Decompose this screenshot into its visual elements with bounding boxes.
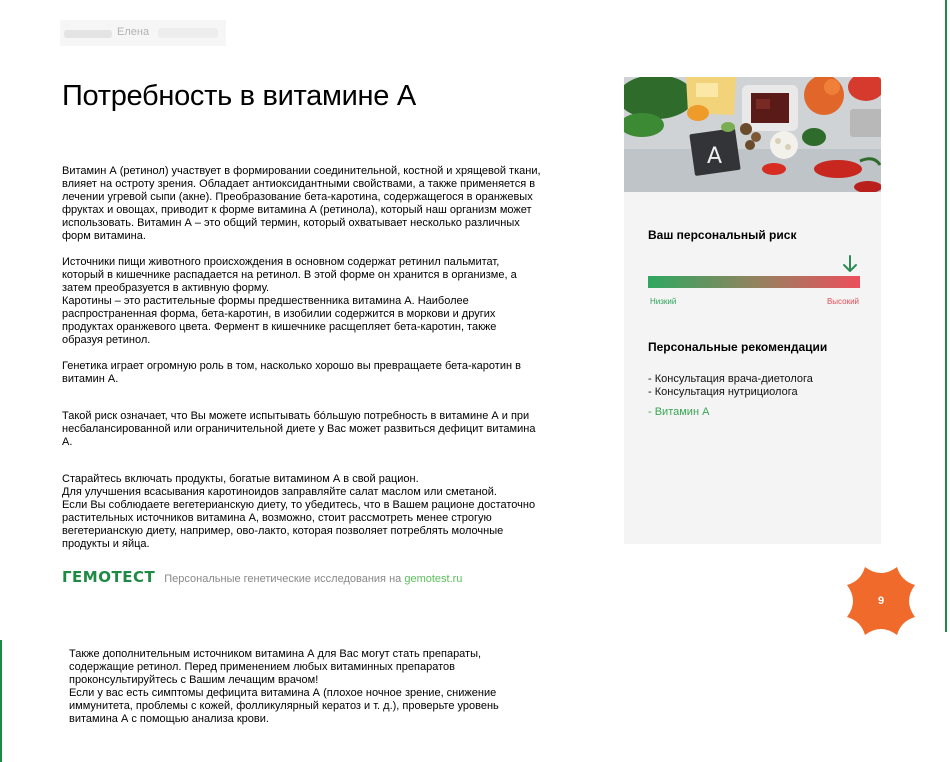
- svg-text:A: A: [707, 144, 723, 169]
- recommendation-item: - Консультация нутрициолога: [648, 386, 798, 398]
- paragraph-genetics: Генетика играет огромную роль в том, насколько хорошо вы превращаете бета-каротин в витамин А.: [62, 360, 521, 385]
- paragraph-risk: Такой риск означает, что Вы можете испытывать бóльшую потребность в витамине А и при несбалансированной или ограничительной диете у Вас может развиться дефицит витамина А.: [62, 410, 536, 448]
- page-number-badge: [845, 565, 917, 637]
- paragraph-intro: Витамин А (ретинол) участвует в формировании соединительной, костной и хрящевой ткани, влияет на остроту зрения. Обладает антиоксидантными свойствами, а также применяется в лечении угревой сыпи (акне). Преобразование бета-каротина, содержащегося в оранжевых фруктах и овощах, приводит к форме витамина А (ретинола), который наш организм может использовать. Витамин А – это общий термин, который охватывает несколько различных форм витамина.: [62, 165, 541, 242]
- risk-title: Ваш персональный риск: [648, 228, 797, 242]
- side-panel: [624, 77, 881, 544]
- paragraph-advice: Старайтесь включать продукты, богатые витамином А в свой рацион. Для улучшения всасывания каротиноидов заправляйте салат маслом или сметаной. Если Вы соблюдаете вегетерианскую диету, то убедитесь, что в Вашем рационе достаточно растительных источников витамина А, возможно, стоит рассмотреть менее строгую вегетерианскую диету, например, ово-лакто, которая позволяет потреблять молочные продукты и яйца.: [62, 473, 536, 550]
- recommendation-item: - Консультация врача-диетолога: [648, 373, 813, 385]
- risk-scale-bar: [648, 276, 860, 288]
- page-edge-right: [945, 0, 947, 632]
- footer-link[interactable]: gemotest.ru: [404, 573, 463, 585]
- paragraph-sources: Источники пищи животного происхождения в основном содержат ретинил пальмитат, который в кишечнике распадается на ретинол. В этой форме он хранится в организме, а затем преобразуется в активную форму. Каротины – это растительные формы предшественника витамина А. Наиболее распространенная форма, бета-каротин, в изобилии содержится в моркови и других продуктах оранжевого цвета. Фермент в кишечнике расщепляет бета-каротин, также образуя ретинол.: [62, 256, 517, 346]
- page-number: 9: [877, 595, 885, 607]
- user-name: Елена: [117, 26, 150, 38]
- recommendations-title: Персональные рекомендации: [648, 340, 828, 354]
- risk-low-label: Низкий: [650, 297, 677, 306]
- arrow-down-icon: [842, 254, 858, 274]
- recommendations-list: [648, 373, 813, 419]
- gemotest-logo: ГЕМОТЕСТ: [62, 568, 156, 586]
- vitamin-a-link[interactable]: - Витамин А: [648, 406, 710, 418]
- footer: [62, 568, 462, 586]
- redacted-surname: [64, 30, 112, 38]
- redacted-patronymic: [158, 28, 218, 38]
- page-title: Потребность в витамине А: [62, 80, 416, 112]
- paragraph-supplements: Также дополнительным источником витамина А для Вас могут стать препараты, содержащие ретинол. Перед применением любых витаминных препаратов проконсультируйтесь с Вашим лечащим врачом! Если у вас есть симптомы дефицита витамина А (плохое ночное зрение, снижение иммунитета, проблемы с кожей, фолликулярный кератоз и т. д.), проверьте уровень витамина А с помощью анализа крови.: [69, 648, 499, 725]
- footer-text: Персональные генетические исследования на: [164, 573, 402, 585]
- next-page-text: [69, 648, 549, 726]
- user-name-header: [60, 20, 226, 46]
- risk-high-label: Высокий: [826, 297, 859, 306]
- page-edge-left: [0, 640, 2, 762]
- main-text: [62, 165, 582, 551]
- vitamin-a-food-photo: [624, 77, 881, 192]
